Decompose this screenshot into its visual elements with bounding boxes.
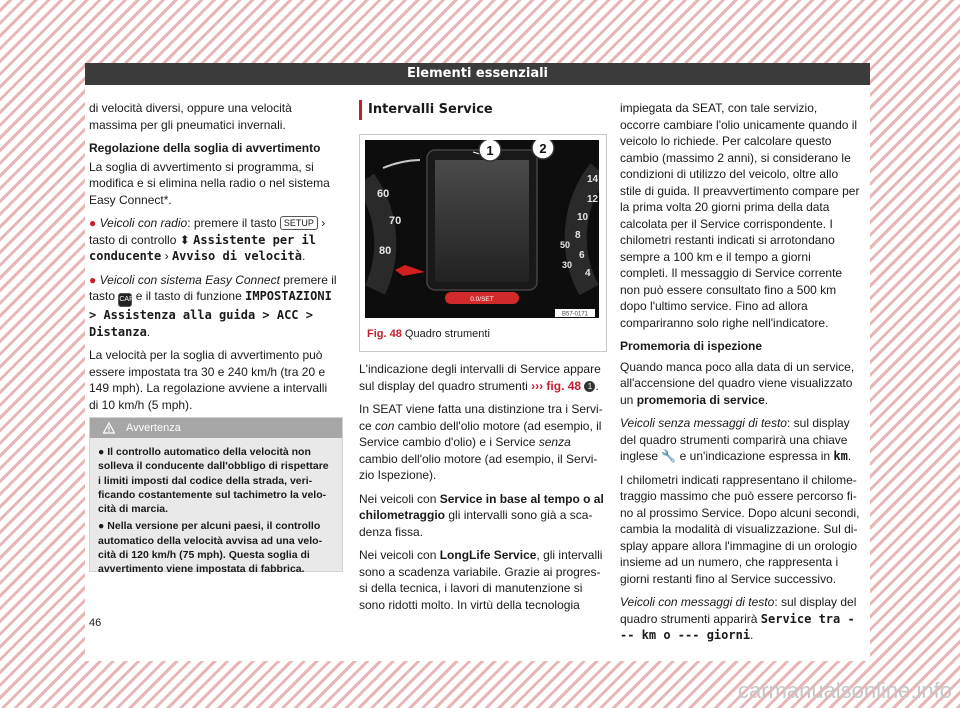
subheading-reminder: Promemoria di ispezione	[620, 339, 763, 353]
display-text: 0.0/SET	[470, 296, 494, 303]
warning-body	[90, 438, 342, 577]
updown-arrow-icon: ⬍	[179, 232, 190, 247]
end-dot: .	[146, 324, 151, 339]
warning-title: Avvertenza	[126, 422, 181, 434]
right-small-50: 50	[560, 240, 571, 250]
service-message: Service tra --- km o --- giorni	[620, 611, 855, 642]
callout-ref-1: 1	[584, 381, 595, 392]
service-intro-text: L'indicazione degli intervalli di Service appare sul display del quadro strumenti	[359, 362, 601, 393]
warning-triangle-icon	[103, 422, 115, 434]
wrench-icon: 🔧	[661, 449, 677, 463]
text-run: e un'indicazione espressa in	[679, 449, 831, 463]
service-types-text	[359, 401, 605, 484]
end-dot: .	[764, 392, 769, 407]
bullet-dot: ●	[98, 520, 108, 533]
column-right	[620, 100, 860, 651]
section-title: Intervalli Service	[359, 100, 605, 120]
warning-header	[90, 418, 342, 438]
text-run: gli intervalli sono già a scadenza fissa.	[359, 508, 593, 539]
text-run: cambio dell'olio motore (ad esempio, il Service cambio d'olio) e i Service	[359, 418, 602, 449]
figure-label: Fig. 48	[367, 328, 402, 340]
km-unit: km	[833, 449, 848, 463]
right-tick-6: 6	[579, 250, 585, 261]
figure-48	[359, 134, 607, 352]
warning-item-text: Nella versione per alcuni paesi, il controllo automatico della velocità avvisa ad una velocità di 120 km/h (75 mph). Questa soglia di avvertimento viene impostata di fabbrica.	[98, 520, 323, 576]
figure-reference-link[interactable]: ››› fig. 48	[531, 378, 582, 393]
text-bold: LongLife Service	[439, 548, 537, 562]
text-bold: promemoria di service	[636, 392, 765, 407]
with-text-messages	[620, 594, 860, 644]
end-dot: .	[847, 449, 852, 463]
left-tick-60: 60	[377, 188, 390, 200]
longlife-text	[359, 547, 605, 613]
end-dot: .	[301, 249, 306, 263]
longlife-continued: impiegata da SEAT, con tale servizio, occorre cambiare l'olio unicamente quando il veicolo lo richiede. Per calcolare questo cambio (massimo 2 anni), si considerano le condizioni di utilizzo del veicolo, oltre allo stile di guida. Il preavvertimento compare per la prima volta 20 giorni prima della data calcolata per il Service corrispondente. I chilometri restanti indicati si arrotondano sempre a 100 km e il tempo a giorni completi. Il messaggio di Service corrente non può essere consultato fino a 500 km dopo l'ultimo service. Fino ad allora compariranno solo righe nell'indicatore.	[620, 101, 860, 330]
reminder-text	[620, 359, 860, 409]
column-left	[89, 100, 339, 420]
right-small-30: 30	[562, 260, 573, 270]
bullet-easyconnect-text-2: e il tasto di funzione	[135, 289, 242, 303]
right-tick-8: 8	[575, 230, 581, 241]
warning-item	[98, 519, 334, 576]
text-run: Nei veicoli con	[359, 491, 437, 506]
right-tick-12: 12	[587, 194, 599, 205]
menu-path-1: Assistente per il conducente	[89, 232, 316, 263]
km-explanation: I chilometri indicati rappresentano il chilometraggio massimo che può essere percorso fino al prossimo Service. Dopo alcuni secondi, cambia la modalità di visualizzazione. Sul display appare allora l'immagine di un orologio insieme ad un numero, che rappresenta i giorni restanti fino al Service successivo.	[620, 472, 860, 586]
bullet-radio	[89, 215, 339, 265]
warning-item-text: Il controllo automatico della velocità non solleva il conducente dall'obbligo di rispettare i limiti imposti dal codice della strada, verificando costantemente sul tachimetro la velocità di marcia.	[98, 446, 329, 516]
figure-caption-text: Quadro strumenti	[404, 328, 490, 340]
threshold-text: La soglia di avvertimento si programma, si modifica e si elimina nella radio o nel sistema Easy Connect*.	[89, 159, 330, 207]
end-dot: .	[750, 628, 754, 642]
bullet-icon: ●	[89, 272, 97, 287]
speed-range-text: La velocità per la soglia di avvertimento può essere impostata tra 30 e 240 km/h (tra 20 e 149 mph). La regolazione avviene a intervalli di 10 km/h (5 mph).	[89, 348, 328, 412]
callout-2: 2	[539, 141, 547, 156]
setup-key-icon: SETUP	[280, 216, 318, 230]
bullet-easyconnect	[89, 272, 339, 341]
car-key-icon: CAR	[118, 293, 132, 307]
right-tick-4: 4	[585, 268, 591, 279]
callout-1: 1	[486, 143, 494, 158]
end-dot: .	[595, 378, 599, 393]
text-run: In SEAT viene fatta una distinzione tra i Service	[359, 402, 603, 433]
figure-caption	[367, 326, 490, 343]
bullet-dot: ●	[98, 446, 108, 458]
left-tick-70: 70	[389, 215, 402, 227]
text-bold: Service in base al tempo o al chilometraggio	[359, 491, 604, 522]
menu-path-2: Avviso di velocità	[171, 249, 302, 263]
text-italic: Veicoli con messaggi di testo	[620, 595, 775, 609]
menu-path-3: IMPOSTAZIONI > Assistenza alla guida > ACC > Distanza	[89, 289, 332, 339]
left-tick-80: 80	[379, 245, 392, 257]
menu-separator: ›	[164, 249, 169, 263]
page-header: Elementi essenziali	[85, 63, 870, 85]
text-run: , gli intervalli sono a scadenza variabile. Grazie ai progressi della tecnica, i lavori di manutenzione si sono ridotti molto. In virtù della tecnologia	[359, 548, 603, 612]
bullet-easyconnect-text: premere il tasto	[89, 272, 337, 303]
text-run: : sul display del quadro strumenti comparirà una chiave inglese	[620, 416, 850, 463]
text-run: cambio dell'olio motore (ad esempio, il Servizio Ispezione).	[359, 451, 598, 482]
image-code: B57-0171	[561, 311, 589, 318]
fixed-service-text	[359, 491, 605, 541]
text-italic: Veicoli senza messaggi di testo	[620, 416, 787, 430]
right-tick-10: 10	[577, 212, 589, 223]
text-run: : sul display del quadro strumenti apparirà	[620, 595, 857, 626]
warning-item	[98, 445, 334, 516]
no-text-messages	[620, 415, 860, 465]
bullet-easyconnect-label: Veicoli con sistema Easy Connect	[99, 272, 280, 287]
text-run: Quando manca poco alla data di un service, all'accensione del quadro viene visualizzato un	[620, 359, 855, 407]
page-number: 46	[89, 617, 102, 629]
text-italic: senza	[538, 435, 571, 449]
text-italic: con	[375, 418, 395, 433]
instrument-cluster-image	[365, 140, 599, 318]
right-tick-14: 14	[587, 174, 599, 185]
column-middle	[359, 100, 605, 620]
instrument-cluster-drawing	[365, 140, 599, 318]
intro-text: di velocità diversi, oppure una velocità massima per gli pneumatici invernali.	[89, 101, 292, 132]
subheading-threshold: Regolazione della soglia di avvertimento	[89, 141, 321, 155]
text-run: Nei veicoli con	[359, 548, 437, 562]
service-intro	[359, 361, 605, 394]
bullet-radio-text-2: › tasto di controllo	[89, 216, 326, 247]
bullet-radio-label: Veicoli con radio	[99, 216, 188, 230]
bullet-icon: ●	[89, 216, 97, 230]
watermark: carmanualsonline.info	[737, 678, 952, 703]
bullet-radio-text: : premere il tasto	[187, 216, 277, 230]
warning-box	[89, 417, 343, 576]
